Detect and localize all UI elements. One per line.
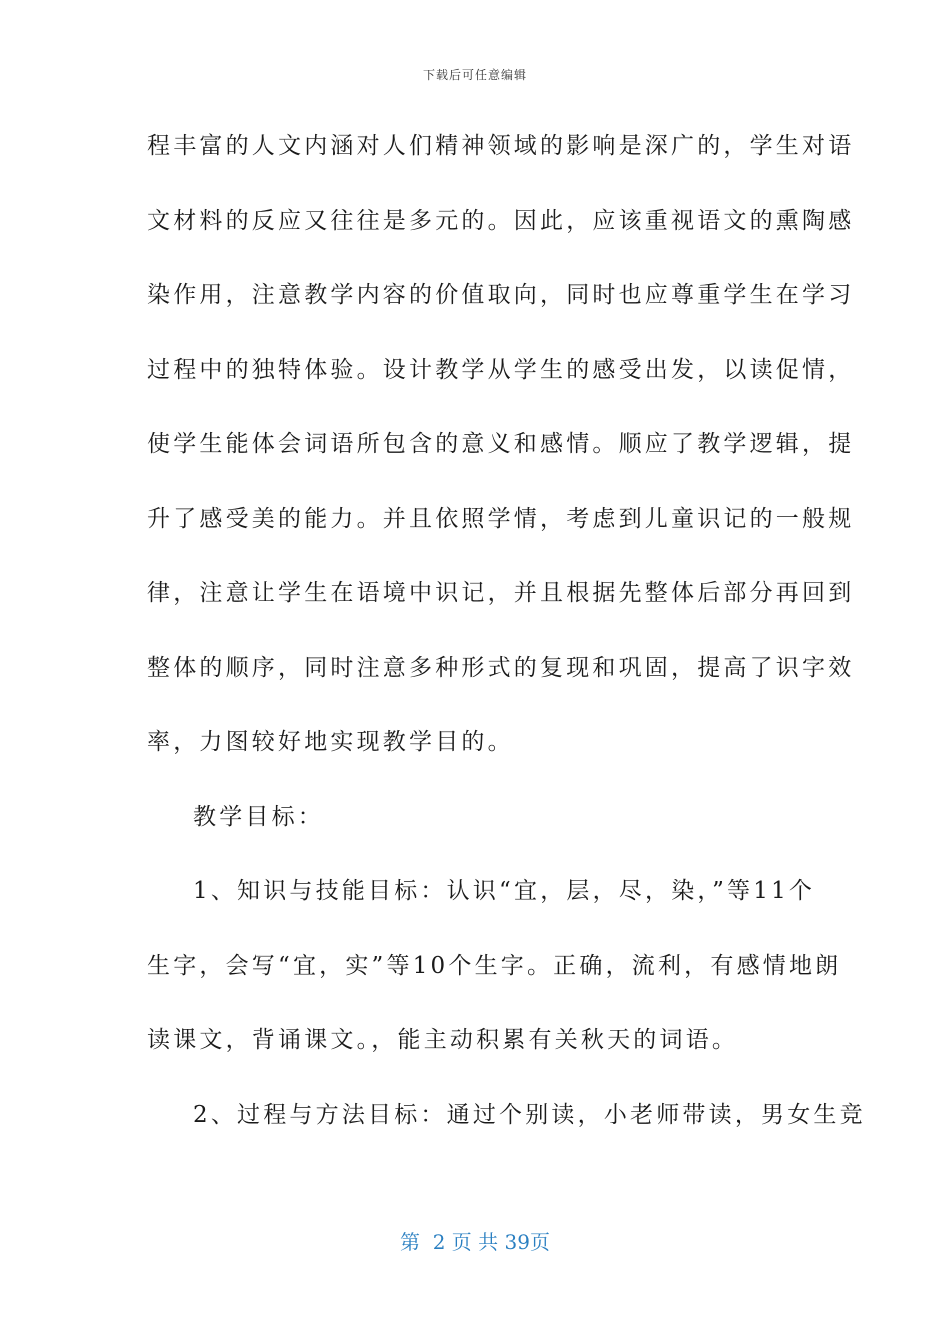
- text-line: 生字，会写“宜，实”等10个生字。正确，流利，有感情地朗: [147, 952, 842, 979]
- text-line: 文材料的反应又往往是多元的。因此，应该重视语文的熏陶感: [147, 207, 855, 234]
- text-line: 率，力图较好地实现教学目的。: [147, 729, 514, 755]
- text-line: 程丰富的人文内涵对人们精神领域的影响是深广的，学生对语: [147, 133, 855, 159]
- text-line: 律，注意让学生在语境中识记，并且根据先整体后部分再回到: [147, 580, 855, 606]
- text-line: 使学生能体会词语所包含的意义和感情。顺应了教学逻辑，提: [147, 431, 855, 457]
- text-line: 升了感受美的能力。并且依照学情，考虑到儿童识记的一般规: [147, 505, 855, 532]
- objective-item: 2、过程与方法目标：通过个别读，小老师带读，男女生竞: [193, 1101, 866, 1128]
- text-line: 整体的顺序，同时注意多种形式的复现和巩固，提高了识字效: [147, 654, 855, 681]
- document-body: [147, 122, 866, 1165]
- section-heading: 教学目标：: [193, 803, 324, 830]
- page-header: 下载后可任意编辑: [422, 68, 527, 82]
- text-line: 染作用，注意教学内容的价值取向，同时也应尊重学生在学习: [147, 282, 855, 308]
- page-footer: 第 2 页 共 39页: [400, 1230, 550, 1254]
- objective-item: 1、知识与技能目标：认识“宜，层，尽，染，”等11个: [193, 878, 816, 904]
- text-line: 过程中的独特体验。设计教学从学生的感受出发，以读促情，: [147, 356, 855, 383]
- text-line: 读课文，背诵课文。，能主动积累有关秋天的词语。: [147, 1027, 739, 1053]
